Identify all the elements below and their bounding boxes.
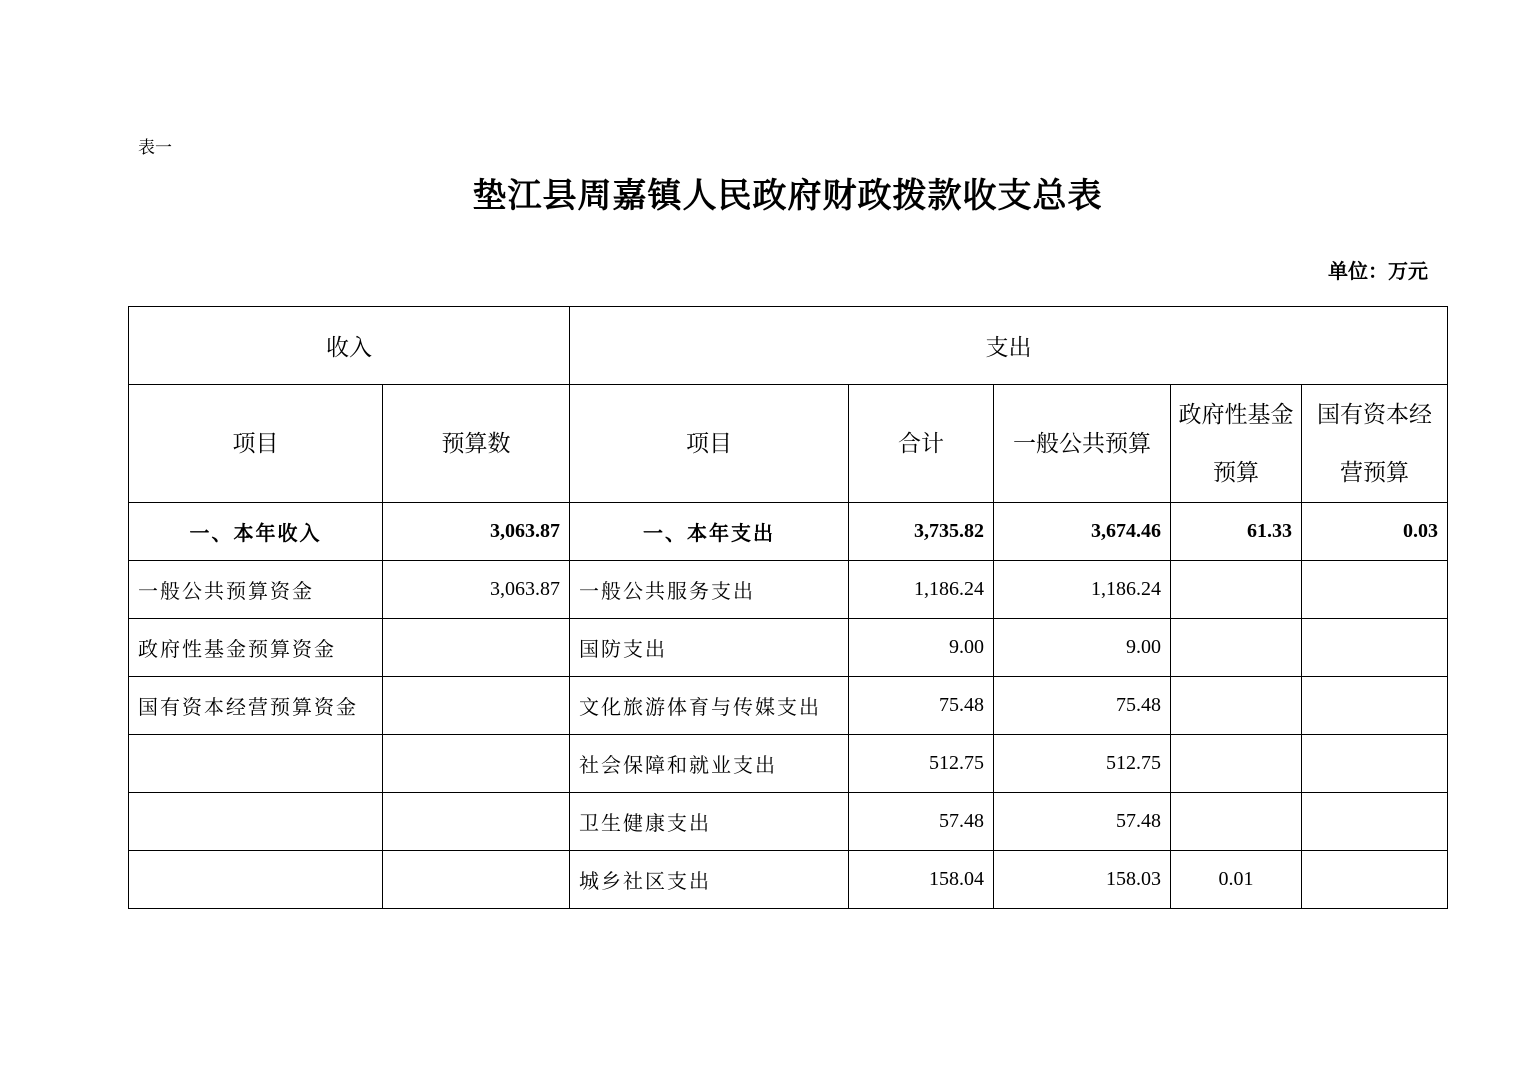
income-budget-cell — [383, 851, 570, 909]
expense-item-cell: 一般公共服务支出 — [570, 561, 849, 619]
col-header-state-capital: 国有资本经营预算 — [1302, 385, 1448, 503]
table-row — [129, 677, 1448, 735]
income-budget-cell — [383, 619, 570, 677]
general-budget-cell: 57.48 — [994, 793, 1171, 851]
total-cell: 75.48 — [849, 677, 994, 735]
document-title: 垫江县周嘉镇人民政府财政拨款收支总表 — [472, 176, 1103, 216]
table-row — [129, 619, 1448, 677]
general-budget-cell: 3,674.46 — [994, 503, 1171, 561]
income-item-cell: 政府性基金预算资金 — [129, 619, 383, 677]
group-header-row — [129, 307, 1448, 385]
gov-fund-cell — [1171, 619, 1302, 677]
unit-label: 单位：万元 — [1328, 259, 1428, 283]
income-item-cell: 一、本年收入 — [129, 503, 383, 561]
gov-fund-cell — [1171, 561, 1302, 619]
expense-item-cell: 国防支出 — [570, 619, 849, 677]
total-cell: 9.00 — [849, 619, 994, 677]
total-cell: 57.48 — [849, 793, 994, 851]
income-budget-cell: 3,063.87 — [383, 503, 570, 561]
general-budget-cell: 1,186.24 — [994, 561, 1171, 619]
col-header-total: 合计 — [849, 385, 994, 503]
general-budget-cell: 9.00 — [994, 619, 1171, 677]
expense-item-cell: 卫生健康支出 — [570, 793, 849, 851]
gov-fund-cell — [1171, 735, 1302, 793]
total-cell: 3,735.82 — [849, 503, 994, 561]
income-budget-cell — [383, 793, 570, 851]
income-item-cell — [129, 735, 383, 793]
state-capital-cell — [1302, 851, 1448, 909]
expense-item-cell: 文化旅游体育与传媒支出 — [570, 677, 849, 735]
income-group-header: 收入 — [129, 307, 570, 385]
expense-item-cell: 社会保障和就业支出 — [570, 735, 849, 793]
table-row — [129, 561, 1448, 619]
income-item-cell — [129, 851, 383, 909]
state-capital-cell: 0.03 — [1302, 503, 1448, 561]
col-header-general-budget: 一般公共预算 — [994, 385, 1171, 503]
general-budget-cell: 158.03 — [994, 851, 1171, 909]
table-body — [129, 503, 1448, 909]
state-capital-cell — [1302, 619, 1448, 677]
income-item-cell — [129, 793, 383, 851]
expense-item-cell: 一、本年支出 — [570, 503, 849, 561]
table-row — [129, 735, 1448, 793]
general-budget-cell: 512.75 — [994, 735, 1171, 793]
col-header-income-budget: 预算数 — [383, 385, 570, 503]
expense-group-header: 支出 — [570, 307, 1448, 385]
state-capital-cell — [1302, 561, 1448, 619]
total-cell: 1,186.24 — [849, 561, 994, 619]
budget-summary-table — [128, 306, 1448, 909]
income-budget-cell — [383, 735, 570, 793]
gov-fund-cell — [1171, 793, 1302, 851]
col-header-gov-fund: 政府性基金预算 — [1171, 385, 1302, 503]
state-capital-cell — [1302, 793, 1448, 851]
table-row — [129, 793, 1448, 851]
col-header-income-item: 项目 — [129, 385, 383, 503]
income-item-cell: 一般公共预算资金 — [129, 561, 383, 619]
col-header-expense-item: 项目 — [570, 385, 849, 503]
gov-fund-cell: 61.33 — [1171, 503, 1302, 561]
table-label: 表一 — [138, 138, 172, 158]
gov-fund-cell — [1171, 677, 1302, 735]
total-cell: 158.04 — [849, 851, 994, 909]
income-budget-cell — [383, 677, 570, 735]
total-cell: 512.75 — [849, 735, 994, 793]
expense-item-cell: 城乡社区支出 — [570, 851, 849, 909]
state-capital-cell — [1302, 677, 1448, 735]
total-row — [129, 503, 1448, 561]
table-row — [129, 851, 1448, 909]
column-header-row — [129, 385, 1448, 503]
income-budget-cell: 3,063.87 — [383, 561, 570, 619]
income-item-cell: 国有资本经营预算资金 — [129, 677, 383, 735]
general-budget-cell: 75.48 — [994, 677, 1171, 735]
gov-fund-cell: 0.01 — [1171, 851, 1302, 909]
state-capital-cell — [1302, 735, 1448, 793]
